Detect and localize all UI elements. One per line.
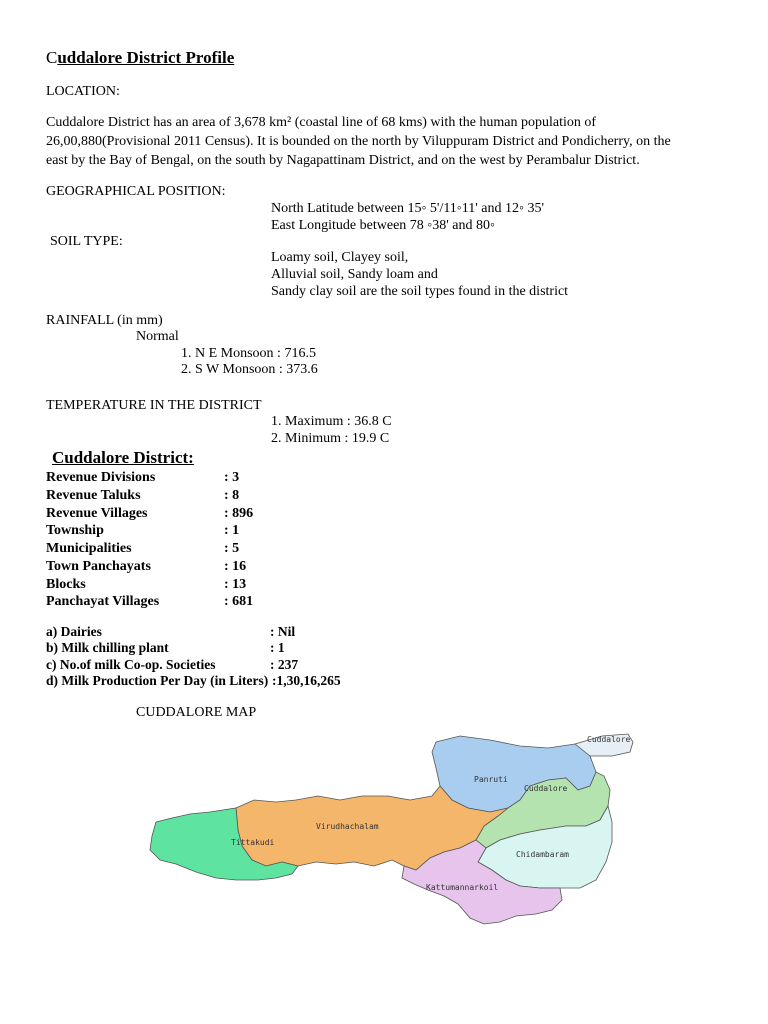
milk-row-value: : Nil	[270, 624, 296, 639]
table-row-value: : 3	[224, 470, 240, 485]
page-title-initial: C	[46, 48, 58, 67]
table-row-label: Revenue Villages	[46, 506, 148, 521]
table-row-label: Blocks	[46, 577, 86, 592]
district-heading: Cuddalore District:	[52, 448, 194, 467]
location-line-2: 26,00,880(Provisional 2011 Census). It is bounded on the north by Viluppuram District and Pondicherry, on the	[46, 134, 671, 149]
table-row-label: Municipalities	[46, 541, 132, 556]
milk-row-label: b) Milk chilling plant	[46, 640, 169, 655]
temperature-min: 2. Minimum : 19.9 C	[271, 431, 390, 446]
map-label-panruti: Panruti	[474, 775, 508, 784]
milk-row-value: : 1	[270, 640, 285, 655]
milk-row-value: :1,30,16,265	[272, 673, 341, 688]
table-row-value: : 1	[224, 523, 240, 538]
table-row-label: Panchayat Villages	[46, 594, 160, 609]
rainfall-ne: 1. N E Monsoon : 716.5	[181, 346, 316, 361]
map-label-kattumannarkoil: Kattumannarkoil	[426, 883, 499, 892]
location-line-3: east by the Bay of Bengal, on the south by Nagapattinam District, and on the west by Perambalur District.	[46, 153, 640, 168]
rainfall-normal: Normal	[136, 329, 179, 344]
soil-line-3: Sandy clay soil are the soil types found in the district	[271, 284, 569, 299]
temperature-heading: TEMPERATURE IN THE DISTRICT	[46, 398, 262, 413]
page-title-rest: uddalore District Profile	[57, 48, 235, 67]
rainfall-heading: RAINFALL (in mm)	[46, 313, 163, 328]
table-row-label: Revenue Divisions	[46, 470, 156, 485]
milk-row-value: : 237	[270, 657, 299, 672]
map-label-virudhachalam: Virudhachalam	[316, 822, 379, 831]
geo-latitude: North Latitude between 15◦ 5'/11◦11' and 12◦ 35'	[271, 201, 544, 216]
soil-heading: SOIL TYPE:	[50, 234, 123, 249]
table-row-label: Town Panchayats	[46, 559, 151, 574]
temperature-max: 1. Maximum : 36.8 C	[271, 414, 392, 429]
table-row-value: : 896	[224, 506, 254, 521]
table-row-value: : 8	[224, 488, 240, 503]
soil-line-2: Alluvial soil, Sandy loam and	[271, 267, 438, 282]
soil-line-1: Loamy soil, Clayey soil,	[271, 250, 409, 265]
milk-row-label: a) Dairies	[46, 624, 102, 639]
rainfall-sw: 2. S W Monsoon : 373.6	[181, 362, 318, 377]
geo-longitude: East Longitude between 78 ◦38' and 80◦	[271, 218, 495, 233]
table-row-label: Township	[46, 523, 104, 538]
milk-row-label: d) Milk Production Per Day (in Liters)	[46, 673, 269, 688]
table-row-label: Revenue Taluks	[46, 488, 141, 503]
map-label-chidambaram: Chidambaram	[516, 850, 569, 859]
table-row-value: : 681	[224, 594, 254, 609]
map-label-cuddalore: Cuddalore	[524, 784, 568, 793]
map-heading: CUDDALORE MAP	[136, 705, 257, 720]
map-label-cuddalore-north: Cuddalore	[587, 735, 631, 744]
table-row-value: : 16	[224, 559, 247, 574]
map-label-tittakudi: Tittakudi	[231, 838, 275, 847]
table-row-value: : 13	[224, 577, 247, 592]
table-row-value: : 5	[224, 541, 240, 556]
location-heading: LOCATION:	[46, 84, 120, 99]
geo-heading: GEOGRAPHICAL POSITION:	[46, 184, 226, 199]
milk-row-label: c) No.of milk Co-op. Societies	[46, 657, 216, 672]
location-line-1: Cuddalore District has an area of 3,678 km² (coastal line of 68 kms) with the human population of	[46, 115, 597, 130]
